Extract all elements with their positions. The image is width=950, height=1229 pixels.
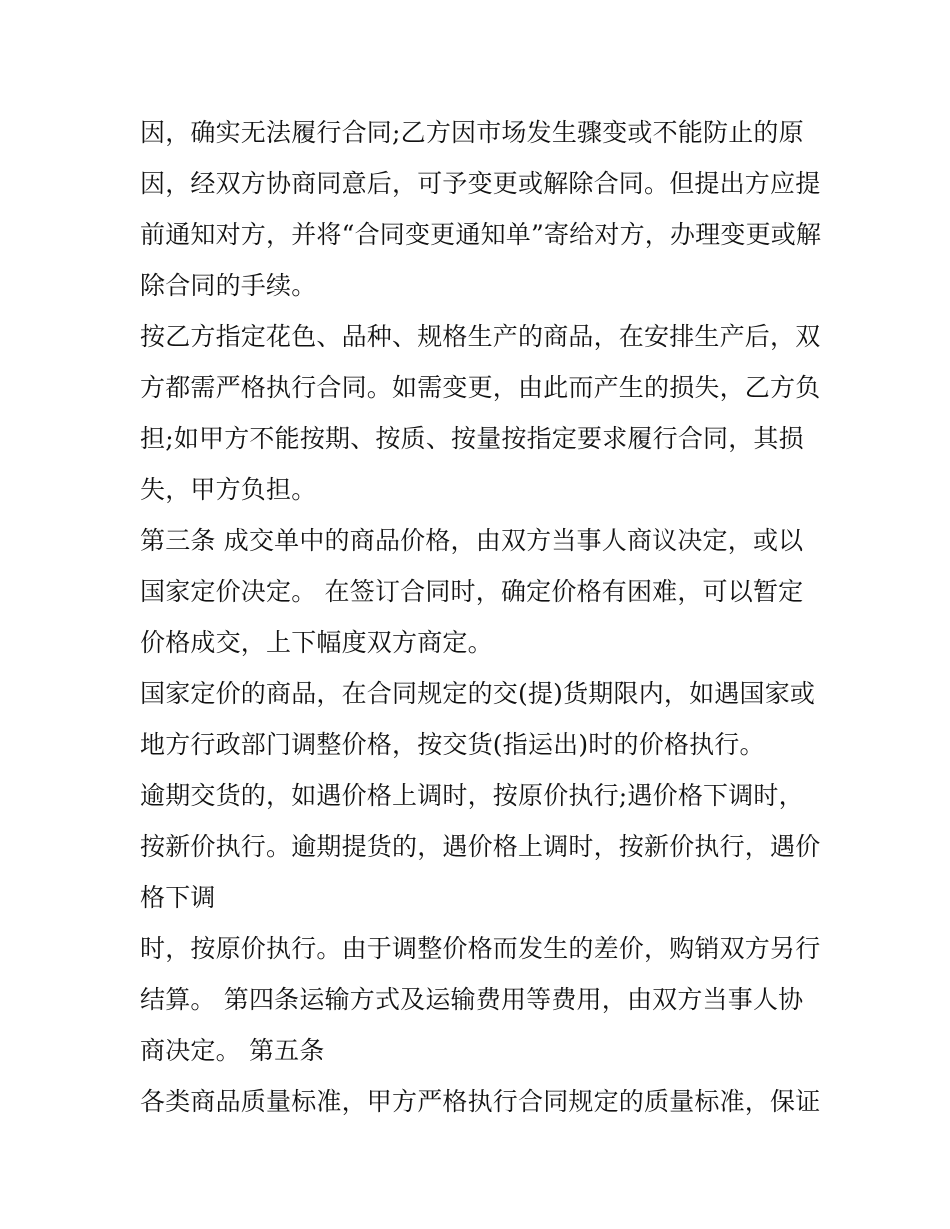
text-line: 逾期交货的，如遇价格上调时，按原价执行;遇价格下调时， [140,781,804,810]
text-line: 按乙方指定花色、品种、规格生产的商品，在安排生产后，双 [140,322,821,351]
text-line: 地方行政部门调整价格，按交货(指运出)时的价格执行。 [140,730,765,759]
text-line: 各类商品质量标准，甲方严格执行合同规定的质量标准，保证 [140,1087,821,1116]
text-line: 国家定价的商品，在合同规定的交(提)货期限内，如遇国家或 [140,679,816,708]
text-line: 结算。 第四条运输方式及运输费用等费用，由双方当事人协 [140,985,804,1014]
document-body [140,107,820,1127]
text-line: 第三条 成交单中的商品价格，由双方当事人商议决定，或以 [140,526,804,555]
text-line: 时，按原价执行。由于调整价格而发生的差价，购销双方另行 [140,934,821,963]
text-line: 价格成交，上下幅度双方商定。 [140,628,493,657]
text-line: 因，确实无法履行合同;乙方因市场发生骤变或不能防止的原 [140,118,804,147]
text-line: 按新价执行。逾期提货的，遇价格上调时，按新价执行，遇价 [140,832,821,861]
text-line: 因，经双方协商同意后，可予变更或解除合同。但提出方应提 [140,169,821,198]
text-line: 方都需严格执行合同。如需变更，由此而产生的损失，乙方负 [140,373,821,402]
text-line: 格下调 [140,883,216,912]
text-line: 国家定价决定。 在签订合同时，确定价格有困难，可以暂定 [140,577,804,606]
text-line: 商决定。 第五条 [140,1036,325,1065]
text-line: 失，甲方负担。 [140,475,317,504]
text-line: 除合同的手续。 [140,271,317,300]
text-line: 担;如甲方不能按期、按质、按量按指定要求履行合同，其损 [140,424,804,453]
text-line: 前通知对方，并将“合同变更通知单”寄给对方，办理变更或解 [140,220,822,249]
